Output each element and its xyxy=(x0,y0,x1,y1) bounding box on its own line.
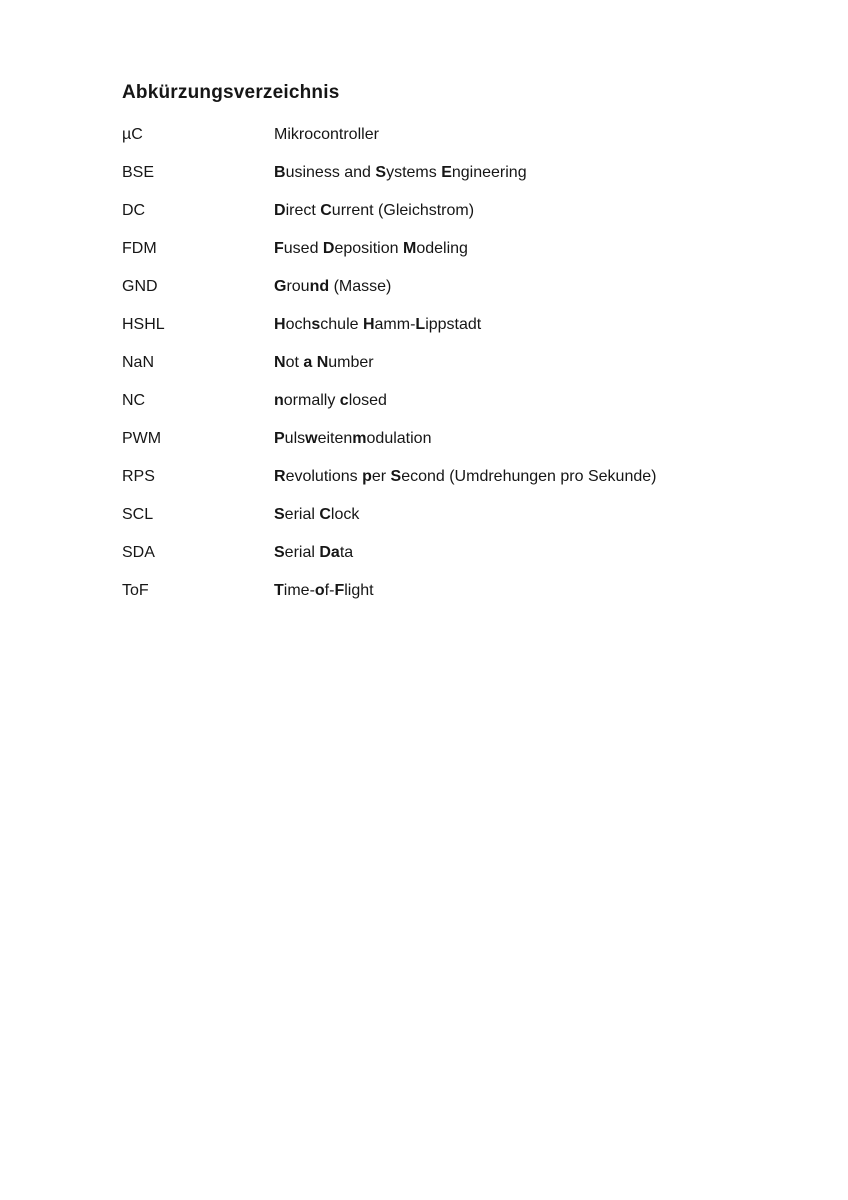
definition-segment: evolutions xyxy=(285,468,363,485)
definition-segment: lock xyxy=(330,506,360,523)
abbreviation-row xyxy=(122,306,788,344)
definition-bold-segment: B xyxy=(274,164,286,181)
definition-bold-segment: H xyxy=(362,316,375,333)
definition-segment: f- xyxy=(324,582,335,599)
definition-bold-segment: R xyxy=(274,468,286,485)
definition-bold-segment: c xyxy=(339,392,349,409)
definition-segment: ime- xyxy=(283,582,315,599)
definition-bold-segment: S xyxy=(274,544,285,561)
abbreviation-definition xyxy=(274,268,391,306)
definition-segment: umber xyxy=(328,354,374,371)
abbreviation-term: µC xyxy=(122,126,143,143)
definition-segment: ormally xyxy=(283,392,340,409)
definition-bold-segment: F xyxy=(274,240,284,257)
abbreviation-definition xyxy=(274,116,379,154)
definition-segment: uls xyxy=(284,430,306,447)
abbreviation-term: SCL xyxy=(122,506,154,523)
definition-bold-segment: N xyxy=(316,354,329,371)
definition-bold-segment: a xyxy=(303,354,313,371)
abbreviation-row xyxy=(122,572,788,610)
abbreviation-row xyxy=(122,154,788,192)
definition-segment: eposition xyxy=(334,240,403,257)
definition-bold-segment: C xyxy=(319,506,331,523)
abbreviation-row xyxy=(122,116,788,154)
definition-segment: urrent (Gleichstrom) xyxy=(331,202,475,219)
definition-segment: er xyxy=(371,468,391,485)
definition-bold-segment: S xyxy=(375,164,387,181)
definition-bold-segment: n xyxy=(274,392,284,409)
definition-bold-segment: S xyxy=(390,468,402,485)
abbreviation-definition xyxy=(274,420,431,458)
definition-bold-segment: p xyxy=(362,468,372,485)
definition-bold-segment: M xyxy=(402,240,417,257)
abbreviation-definition xyxy=(274,496,359,534)
page-title: Abkürzungsverzeichnis xyxy=(122,82,340,103)
definition-segment: ngineering xyxy=(451,164,527,181)
definition-bold-segment: G xyxy=(274,278,287,295)
definition-segment: erial xyxy=(284,544,320,561)
definition-segment: odulation xyxy=(366,430,432,447)
definition-segment: odeling xyxy=(416,240,468,257)
definition-segment: light xyxy=(344,582,374,599)
definition-bold-segment: w xyxy=(305,430,318,447)
abbreviation-definition xyxy=(274,572,374,610)
definition-segment: ot xyxy=(285,354,304,371)
abbreviation-term: NaN xyxy=(122,354,155,371)
definition-segment: erial xyxy=(284,506,320,523)
definition-segment: Mikrocontroller xyxy=(274,126,379,143)
definition-bold-segment: N xyxy=(274,354,286,371)
abbreviation-definition xyxy=(274,230,468,268)
abbreviation-term: GND xyxy=(122,278,158,295)
abbreviation-definition xyxy=(274,458,656,496)
abbreviation-row xyxy=(122,420,788,458)
definition-bold-segment: m xyxy=(352,430,367,447)
abbreviation-definition xyxy=(274,192,474,230)
definition-bold-segment: S xyxy=(274,506,285,523)
definition-segment: rou xyxy=(286,278,310,295)
definition-bold-segment: Da xyxy=(319,544,340,561)
abbreviation-term: RPS xyxy=(122,468,155,485)
definition-bold-segment: s xyxy=(311,316,321,333)
definition-bold-segment: nd xyxy=(309,278,330,295)
definition-segment: chule xyxy=(320,316,363,333)
abbreviation-row xyxy=(122,458,788,496)
abbreviation-term: FDM xyxy=(122,240,157,257)
abbreviation-definition xyxy=(274,154,527,192)
abbreviation-term: SDA xyxy=(122,544,155,561)
definition-bold-segment: D xyxy=(322,240,335,257)
abbreviation-row xyxy=(122,534,788,572)
abbreviation-row xyxy=(122,382,788,420)
definition-bold-segment: T xyxy=(274,582,284,599)
definition-segment: ippstadt xyxy=(425,316,482,333)
abbreviation-row xyxy=(122,192,788,230)
abbreviation-row xyxy=(122,344,788,382)
definition-segment: irect xyxy=(285,202,321,219)
definition-segment: (Masse) xyxy=(329,278,392,295)
abbreviation-term: ToF xyxy=(122,582,149,599)
abbreviation-term: HSHL xyxy=(122,316,165,333)
definition-bold-segment: E xyxy=(441,164,452,181)
abbreviation-definition xyxy=(274,306,481,344)
abbreviation-term: DC xyxy=(122,202,146,219)
abbreviation-definition xyxy=(274,344,374,382)
definition-bold-segment: H xyxy=(274,316,286,333)
abbreviation-row xyxy=(122,496,788,534)
definition-segment: ta xyxy=(339,544,354,561)
definition-segment: used xyxy=(283,240,323,257)
definition-bold-segment: L xyxy=(415,316,426,333)
abbreviation-definition xyxy=(274,534,353,572)
abbreviation-definition xyxy=(274,382,387,420)
abbreviation-row xyxy=(122,268,788,306)
definition-bold-segment: F xyxy=(334,582,345,599)
definition-segment: ystems xyxy=(386,164,442,181)
definition-segment: och xyxy=(285,316,312,333)
definition-segment: usiness and xyxy=(285,164,376,181)
abbreviation-row xyxy=(122,230,788,268)
definition-segment: amm- xyxy=(374,316,416,333)
definition-bold-segment: P xyxy=(274,430,285,447)
definition-segment: econd (Umdrehungen pro Sekunde) xyxy=(401,468,657,485)
definition-segment: losed xyxy=(348,392,387,409)
definition-bold-segment: o xyxy=(314,582,325,599)
abbreviation-term: NC xyxy=(122,392,146,409)
abbreviation-list xyxy=(122,116,788,610)
page-content xyxy=(122,80,788,610)
abbreviation-term: PWM xyxy=(122,430,162,447)
definition-bold-segment: D xyxy=(274,202,286,219)
abbreviation-term: BSE xyxy=(122,164,155,181)
definition-segment: eiten xyxy=(317,430,353,447)
definition-bold-segment: C xyxy=(320,202,332,219)
